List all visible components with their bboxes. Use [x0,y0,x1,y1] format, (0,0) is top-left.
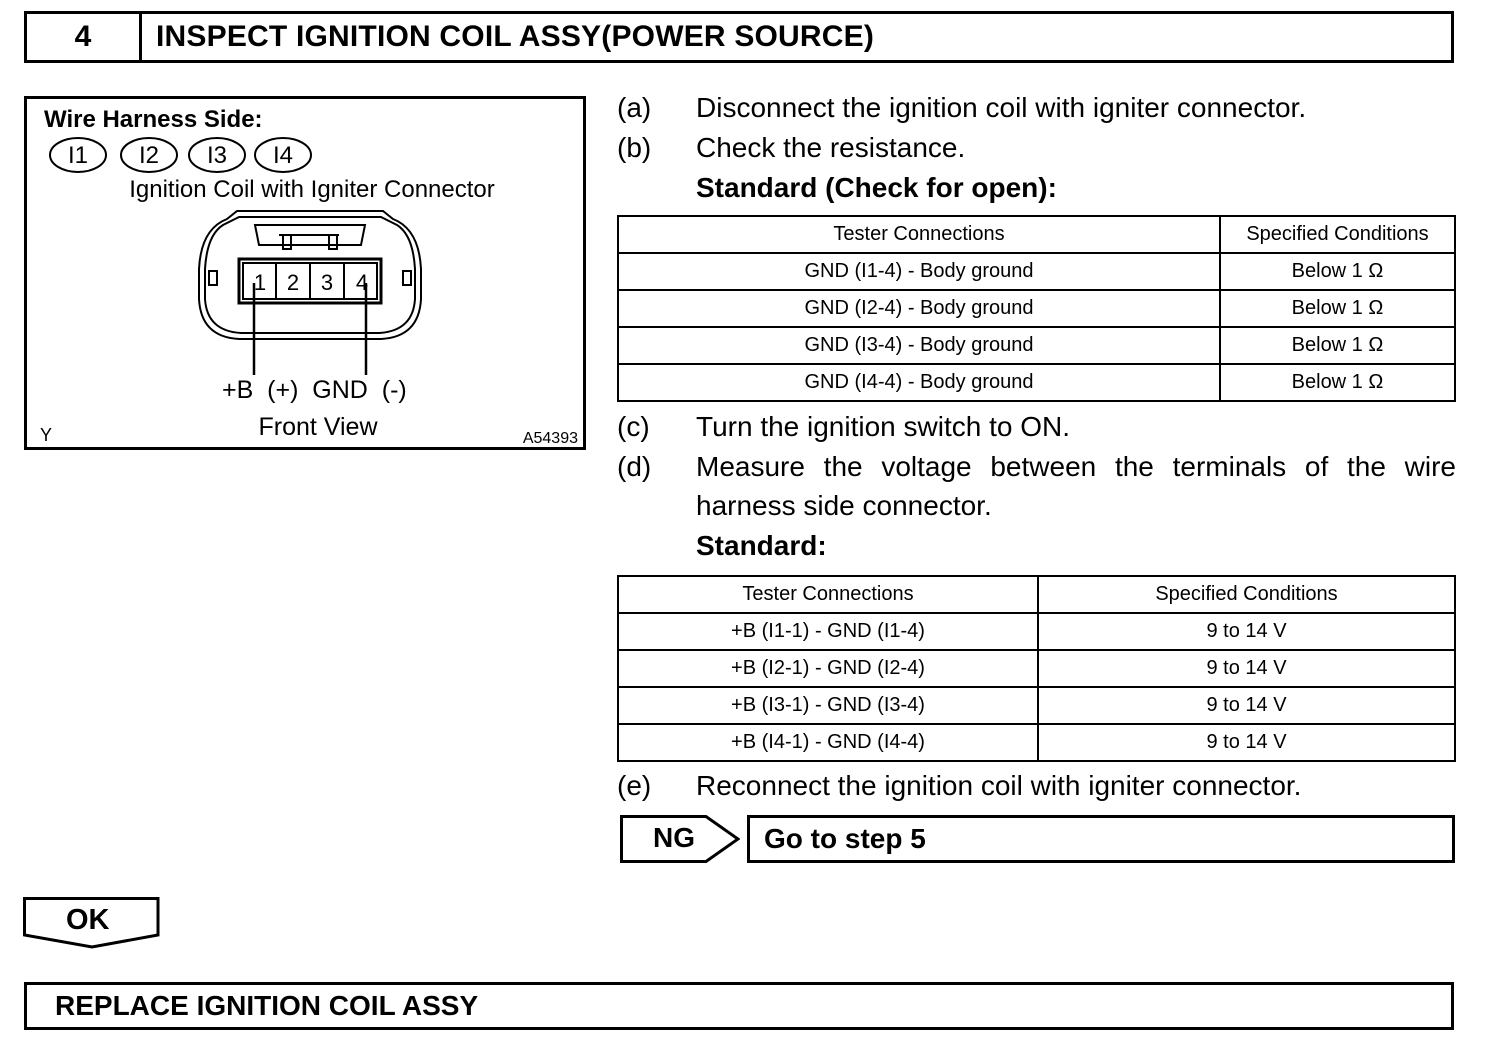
table-cell: Below 1 Ω [1220,327,1455,364]
table-header: Tester Connections [618,216,1220,253]
table-cell: Below 1 Ω [1220,253,1455,290]
pin-1: 1 [253,270,267,295]
step-d-text-line2: harness side connector. [696,490,992,521]
table-cell: Below 1 Ω [1220,364,1455,401]
table-row [618,364,1455,401]
table-row [618,327,1455,364]
step-d-text-line1: Measure the voltage between the terminals of the wire [696,451,1456,482]
table-row [618,290,1455,327]
table-row [618,687,1455,724]
connector-figure [24,96,586,450]
standard-open-label: Standard (Check for open): [696,172,1057,203]
figure-heading: Wire Harness Side: [44,106,263,133]
table-cell: 9 to 14 V [1038,650,1455,687]
pin-2: 2 [286,270,300,295]
step-header [24,11,1454,63]
ng-label: NG [653,822,695,853]
ok-label: OK [66,904,110,936]
table-cell: +B (I2-1) - GND (I2-4) [618,650,1038,687]
figure-id: A54393 [522,430,578,447]
table-row [618,650,1455,687]
step-c-label: (c) [617,411,650,442]
step-a-label: (a) [617,92,652,123]
pin-3: 3 [320,270,334,295]
pin-labels: +B (+) GND (-) [222,376,407,404]
corner-code: Y [40,425,53,445]
table-cell: 9 to 14 V [1038,687,1455,724]
table-cell: +B (I1-1) - GND (I1-4) [618,613,1038,650]
step-c-text: Turn the ignition switch to ON. [696,411,1071,442]
standard-label: Standard: [696,530,827,561]
connector-id-2: I2 [138,142,160,169]
resistance-table [617,215,1456,402]
connector-id-4: I4 [272,142,294,169]
step-b-text: Check the resistance. [696,132,966,163]
step-b-label: (b) [617,132,652,163]
step-e-text: Reconnect the ignition coil with igniter connector. [696,770,1302,801]
table-row [618,253,1455,290]
table-header: Specified Conditions [1038,576,1455,613]
connector-id-1: I1 [67,142,89,169]
table-cell: GND (I3-4) - Body ground [618,327,1220,364]
table-header: Specified Conditions [1220,216,1455,253]
table-cell: Below 1 Ω [1220,290,1455,327]
table-row [618,613,1455,650]
table-cell: GND (I1-4) - Body ground [618,253,1220,290]
table-header: Tester Connections [618,576,1038,613]
table-cell: +B (I3-1) - GND (I3-4) [618,687,1038,724]
table-cell: 9 to 14 V [1038,613,1455,650]
pin-4: 4 [355,270,369,295]
connector-id-3: I3 [206,142,228,169]
table-header-row [618,216,1455,253]
step-number: 4 [27,14,142,60]
table-cell: +B (I4-1) - GND (I4-4) [618,724,1038,761]
step-e-label: (e) [617,770,652,801]
connector-drawing [199,211,421,375]
table-row [618,724,1455,761]
table-cell: GND (I4-4) - Body ground [618,364,1220,401]
step-d-label: (d) [617,451,652,482]
view-label: Front View [258,413,378,441]
table-cell: 9 to 14 V [1038,724,1455,761]
ng-destination: Go to step 5 [747,815,1455,863]
final-action: REPLACE IGNITION COIL ASSY [24,982,1454,1030]
step-a-text: Disconnect the ignition coil with igniter connector. [696,92,1307,123]
voltage-table [617,575,1456,762]
table-cell: GND (I2-4) - Body ground [618,290,1220,327]
connector-name: Ignition Coil with Igniter Connector [129,176,495,203]
step-title: INSPECT IGNITION COIL ASSY(POWER SOURCE) [156,20,875,53]
table-header-row [618,576,1455,613]
